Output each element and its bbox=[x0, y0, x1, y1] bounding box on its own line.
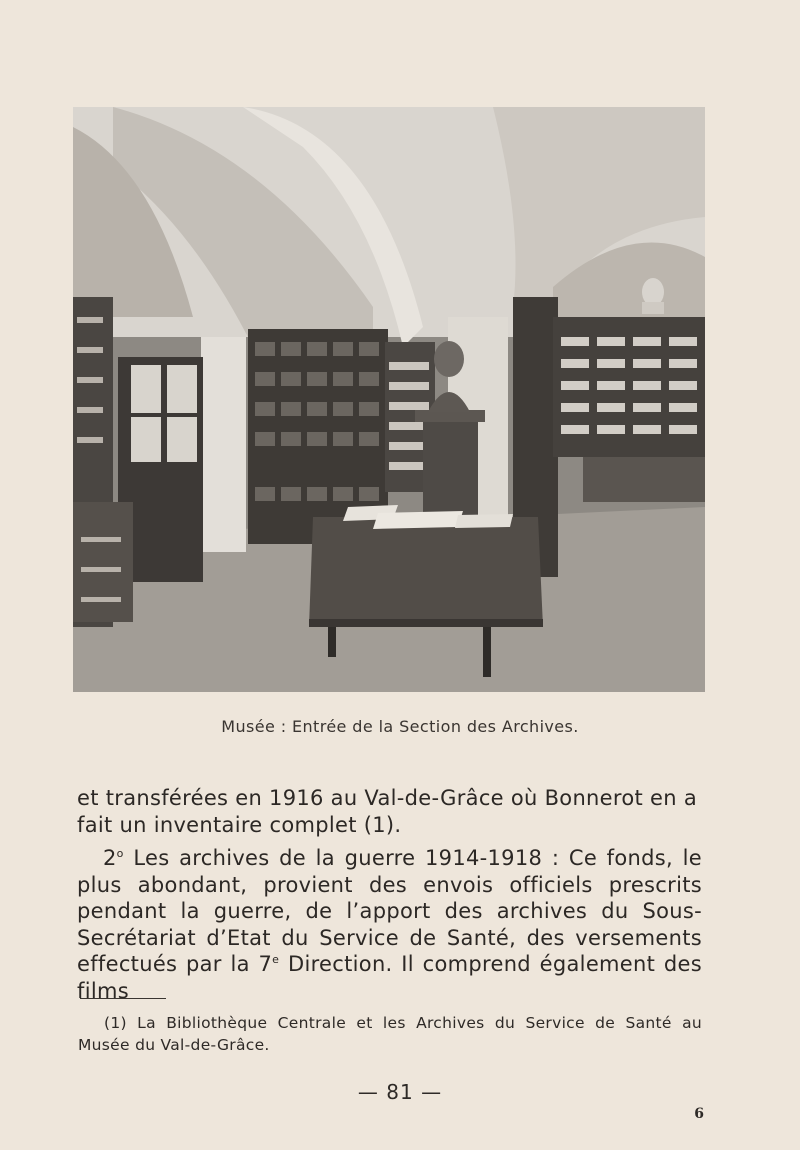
footnote bbox=[78, 1012, 702, 1056]
sheet-signature-mark: 6 bbox=[694, 1106, 704, 1122]
paragraph-2-number: 2 bbox=[103, 846, 117, 870]
paragraph-2-text-a: Les archives de la guerre 1914-1918 : Ce fonds, le plus abondant, provient des envois officiels prescrits pendant la guerre, de l’apport des archives du Sous-Secrétariat d’Etat du Service de Santé, des versements effectués par la 7 bbox=[77, 846, 702, 976]
footnote-separator bbox=[80, 998, 166, 999]
paragraph-2-superscript: e bbox=[272, 953, 280, 966]
photo-caption: Musée : Entrée de la Section des Archives. bbox=[221, 717, 579, 736]
footnote-text: (1) La Bibliothèque Centrale et les Archives du Service de Santé au Musée du Val-de-Grâce. bbox=[78, 1014, 702, 1054]
paragraph-2-ordinal: o bbox=[116, 847, 124, 860]
paragraph-2-text-b: Direction. Il comprend également des films bbox=[77, 952, 702, 1003]
paragraph-2 bbox=[77, 845, 702, 1004]
archive-room-photo bbox=[73, 107, 705, 692]
paragraph-1: et transférées en 1916 au Val-de-Grâce où Bonnerot en a fait un inventaire complet (1). bbox=[77, 786, 697, 837]
page-number: — 81 — bbox=[357, 1080, 443, 1104]
